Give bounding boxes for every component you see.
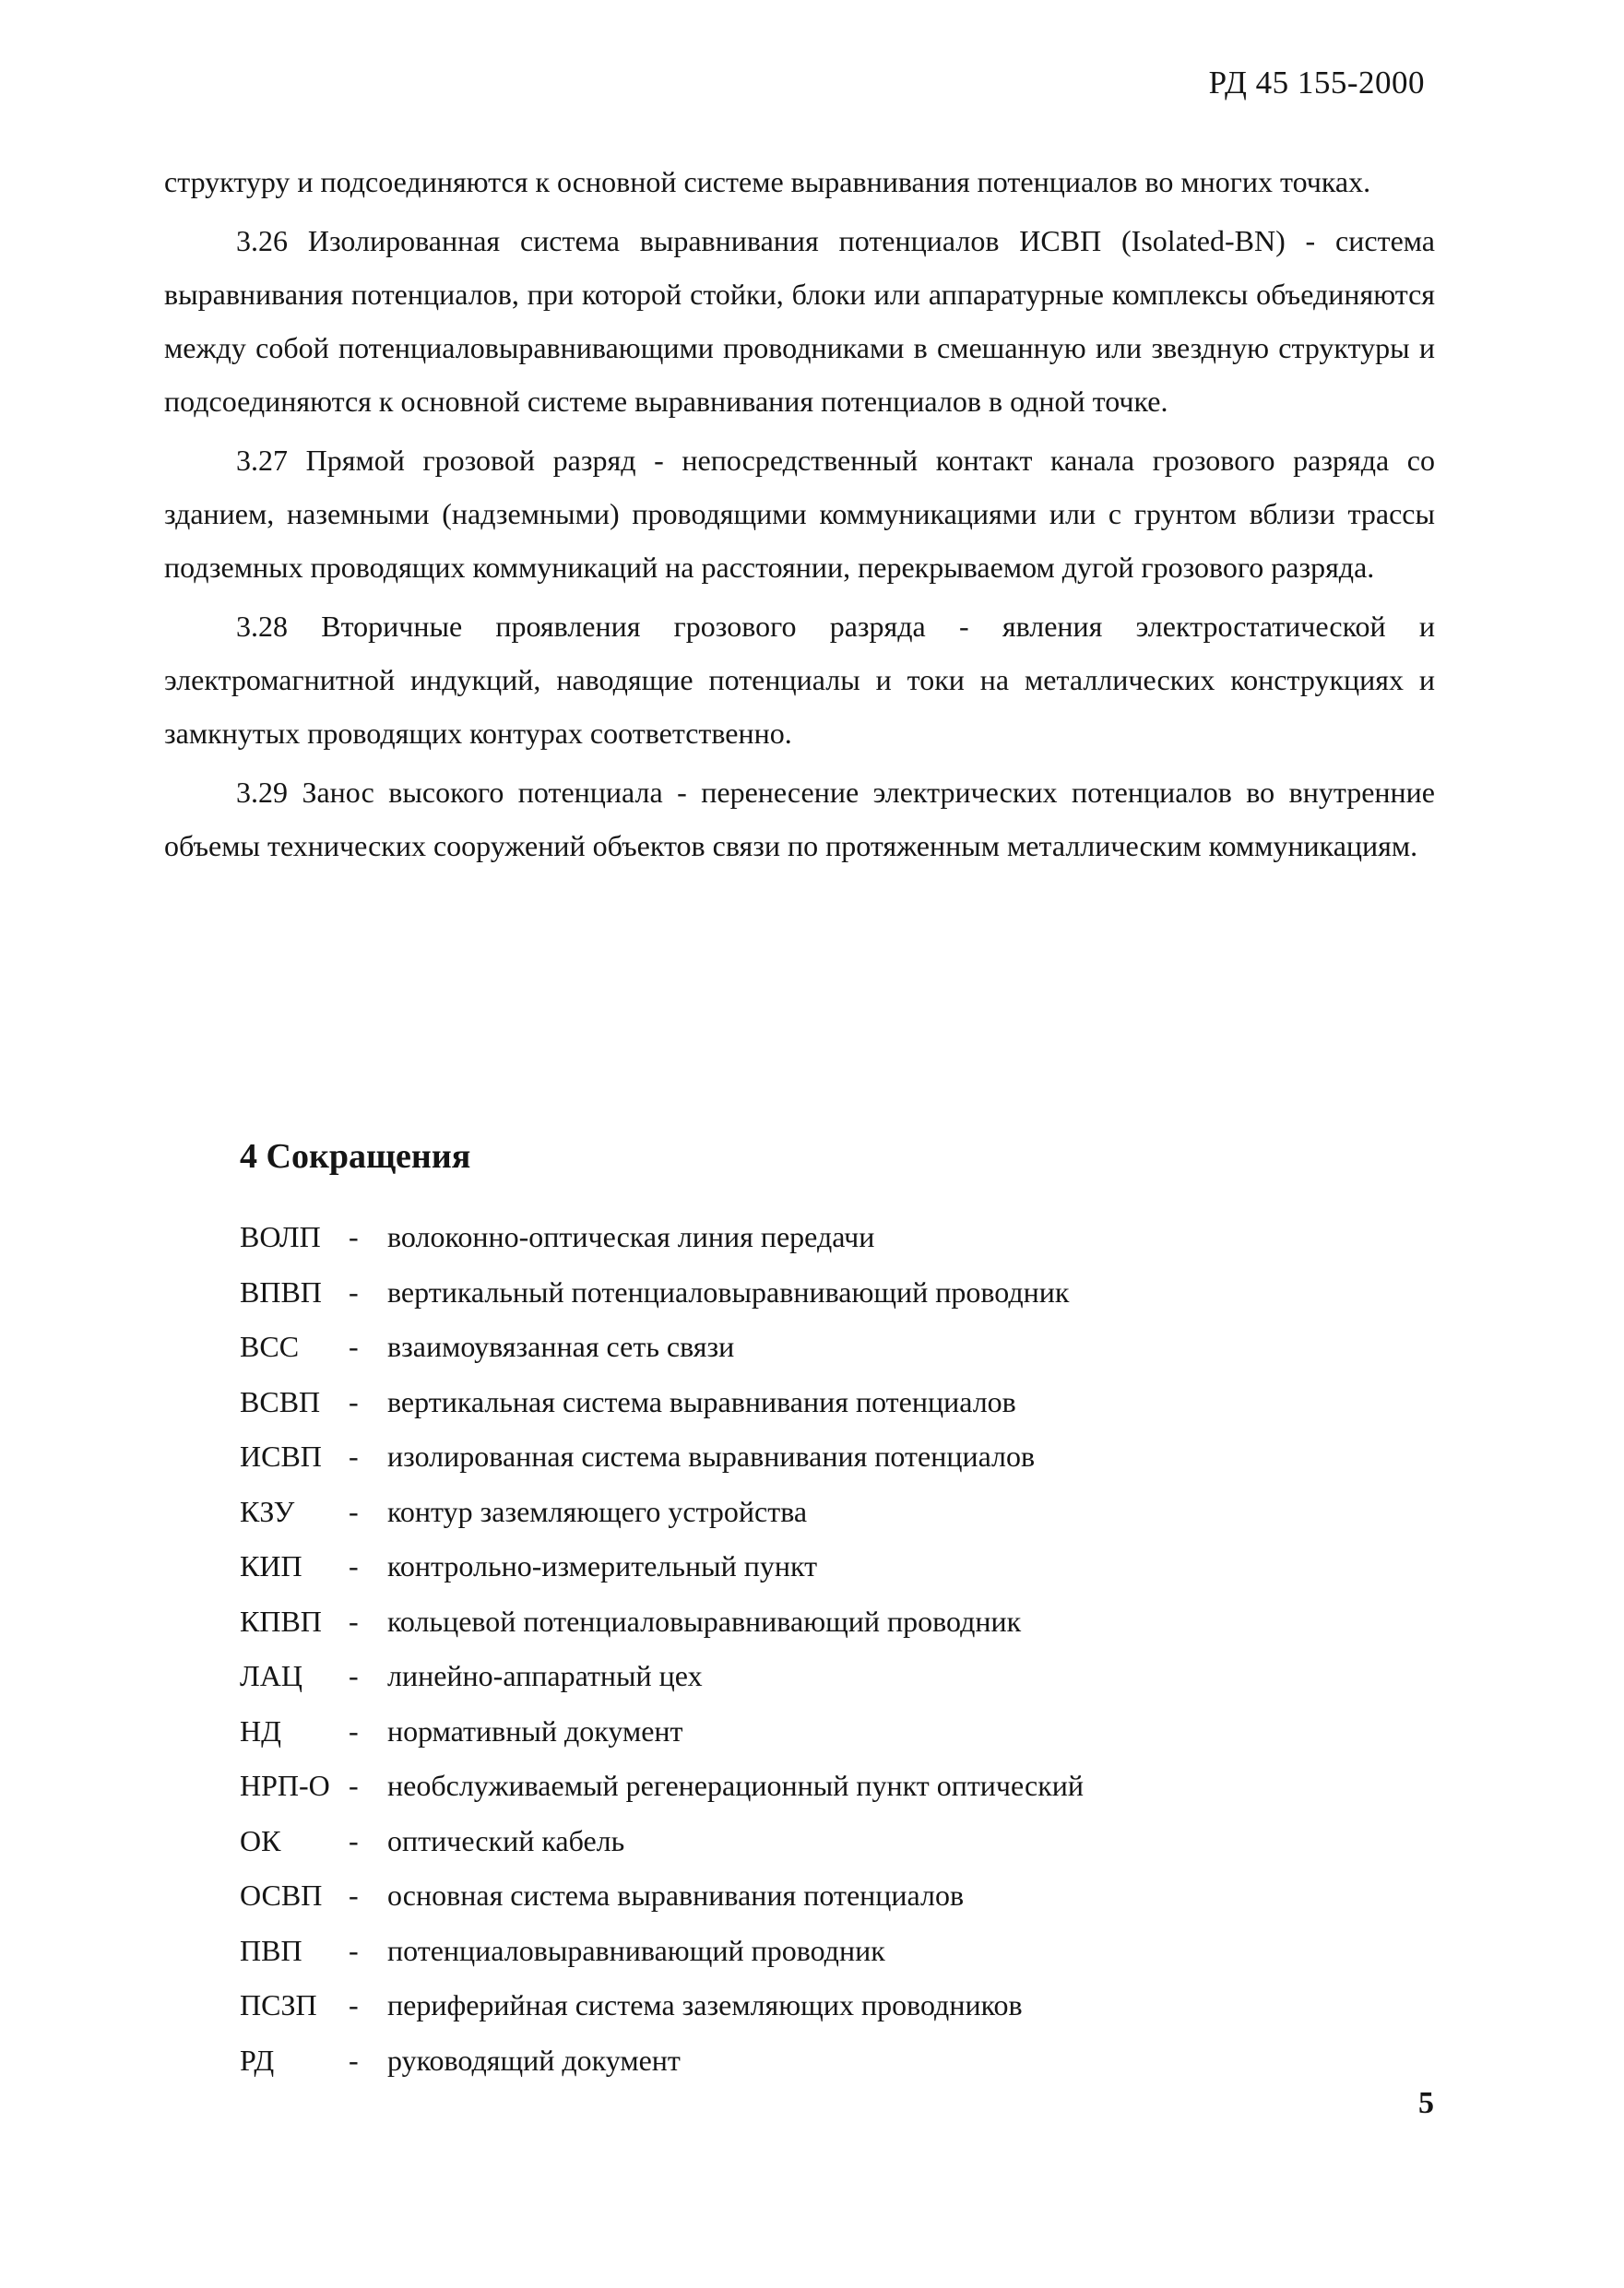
- abbreviation-row: [240, 1265, 1084, 1321]
- abbreviation-definition: вертикальная система выравнивания потенциалов: [387, 1384, 1016, 1418]
- abbreviation-dash: -: [349, 1549, 359, 1583]
- abbreviation-term: ВПВП: [240, 1274, 322, 1309]
- abbreviation-row: [240, 1539, 1084, 1594]
- page-number: 5: [1418, 2086, 1434, 2120]
- abbreviation-row: [240, 1814, 1084, 1869]
- abbreviation-term: НРП-О: [240, 1769, 330, 1802]
- abbreviation-term: КПВП: [240, 1604, 322, 1638]
- abbreviation-row: [240, 1649, 1084, 1704]
- abbreviation-dash: -: [349, 2043, 359, 2077]
- document-number-header: РД 45 155-2000: [1208, 65, 1425, 101]
- abbreviation-term: ПСЗП: [240, 1988, 317, 2021]
- abbreviation-row: [240, 1210, 1084, 1265]
- abbreviation-dash: -: [349, 1823, 359, 1857]
- abbreviation-dash: -: [349, 1494, 359, 1528]
- abbreviation-row: [240, 1868, 1084, 1924]
- abbreviation-term: ИСВП: [240, 1440, 322, 1473]
- abbreviation-dash: -: [349, 1220, 359, 1253]
- section-title: 4 Сокращения: [240, 1137, 471, 1176]
- abbreviation-term: ЛАЦ: [240, 1659, 302, 1692]
- abbreviation-dash: -: [349, 1274, 359, 1309]
- abbreviation-term: ВОЛП: [240, 1220, 321, 1253]
- abbreviation-dash: -: [349, 1440, 359, 1473]
- abbreviation-definition: изолированная система выравнивания потенциалов: [387, 1440, 1036, 1473]
- abbreviation-definition: оптический кабель: [387, 1823, 625, 1857]
- abbreviation-dash: -: [349, 1659, 359, 1692]
- abbreviation-dash: -: [349, 1384, 359, 1418]
- paragraph-3-29: 3.29 Занос высокого потенциала - перенесение электрических потенциалов во внутренние объемы технических сооружений объектов связи по протяженным металлическим коммуникациям.: [164, 776, 1435, 862]
- definitions-text: [164, 155, 1435, 878]
- abbreviation-definition: руководящий документ: [387, 2043, 681, 2077]
- abbreviation-definition: периферийная система заземляющих проводников: [387, 1988, 1023, 2021]
- abbreviation-definition: контрольно-измерительный пункт: [387, 1549, 818, 1583]
- abbreviation-definition: основная система выравнивания потенциалов: [387, 1879, 965, 1912]
- abbreviation-definition: кольцевой потенциаловыравнивающий проводник: [387, 1604, 1022, 1638]
- abbreviation-term: ВСВП: [240, 1384, 321, 1418]
- abbreviation-definition: потенциаловыравнивающий проводник: [387, 1933, 885, 1967]
- paragraph-continuation: структуру и подсоединяются к основной системе выравнивания потенциалов во многих точках.: [164, 165, 1371, 198]
- abbreviation-row: [240, 1924, 1084, 1979]
- abbreviation-dash: -: [349, 1933, 359, 1967]
- abbreviation-row: [240, 1594, 1084, 1650]
- abbreviation-definition: вертикальный потенциаловыравнивающий проводник: [387, 1274, 1070, 1309]
- abbreviation-dash: -: [349, 1879, 359, 1912]
- abbreviation-dash: -: [349, 1604, 359, 1638]
- abbreviation-term: КИП: [240, 1549, 302, 1583]
- abbreviation-row: [240, 1320, 1084, 1375]
- abbreviation-definition: взаимоувязанная сеть связи: [387, 1330, 735, 1363]
- abbreviation-row: [240, 1759, 1084, 1814]
- abbreviation-definition: волоконно-оптическая линия передачи: [387, 1220, 875, 1253]
- abbreviation-definition: контур заземляющего устройства: [387, 1494, 808, 1528]
- abbreviations-list: [240, 1210, 1084, 2088]
- abbreviation-row: [240, 1375, 1084, 1430]
- abbreviation-row: [240, 1485, 1084, 1540]
- abbreviation-dash: -: [349, 1713, 359, 1748]
- abbreviation-term: ОСВП: [240, 1879, 323, 1912]
- paragraph-3-27: 3.27 Прямой грозовой разряд - непосредственный контакт канала грозового разряда со зданием, наземными (надземными) проводящими коммуникациями или с грунтом вблизи трассы подземных проводящих коммуникаций на расстоянии, перекрываемом дугой грозового разряда.: [164, 444, 1435, 584]
- paragraph-3-28: 3.28 Вторичные проявления грозового разряда - явления электростатической и электромагнитной индукций, наводящие потенциалы и токи на металлических конструкциях и замкнутых проводящих контурах соответственно.: [164, 610, 1435, 750]
- abbreviation-term: РД: [240, 2043, 275, 2077]
- abbreviation-row: [240, 2033, 1084, 2089]
- abbreviation-row: [240, 1978, 1084, 2033]
- abbreviation-term: КЗУ: [240, 1494, 295, 1528]
- abbreviation-dash: -: [349, 1988, 359, 2021]
- paragraph-3-26: 3.26 Изолированная система выравнивания потенциалов ИСВП (Isolated-BN) - система выравнивания потенциалов, при которой стойки, блоки или аппаратурные комплексы объединяются между собой потенциаловыравнивающими проводниками в смешанную или звездную структуры и подсоединяются к основной системе выравнивания потенциалов в одной точке.: [164, 224, 1435, 418]
- abbreviation-term: ПВП: [240, 1933, 302, 1967]
- abbreviation-row: [240, 1704, 1084, 1760]
- abbreviation-definition: линейно-аппаратный цех: [387, 1659, 703, 1692]
- abbreviation-term: ОК: [240, 1823, 281, 1857]
- abbreviation-definition: нормативный документ: [387, 1713, 683, 1748]
- abbreviation-dash: -: [349, 1330, 359, 1363]
- abbreviation-term: ВСС: [240, 1330, 300, 1363]
- abbreviation-term: НД: [240, 1713, 281, 1748]
- abbreviation-dash: -: [349, 1769, 359, 1802]
- abbreviation-row: [240, 1429, 1084, 1485]
- abbreviation-definition: необслуживаемый регенерационный пункт оптический: [387, 1769, 1085, 1802]
